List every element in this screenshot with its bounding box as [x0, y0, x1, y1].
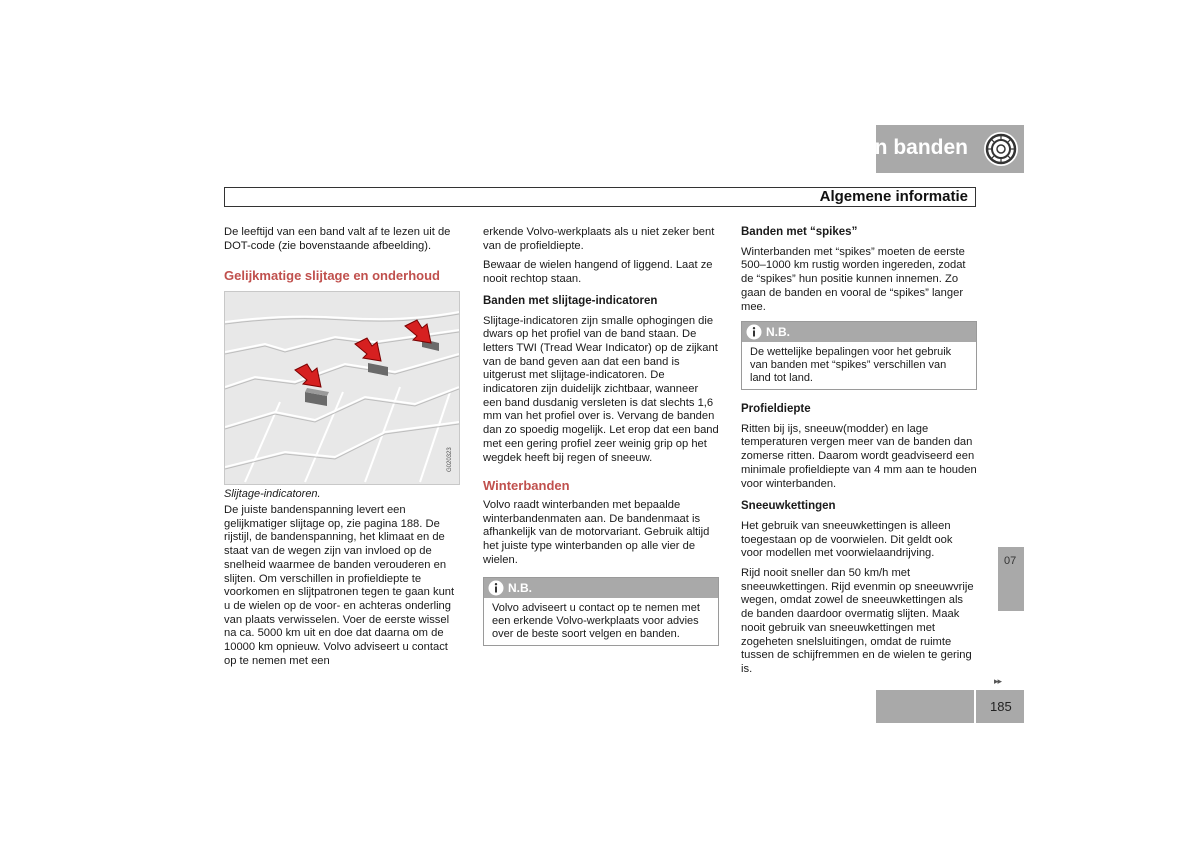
info-icon [746, 324, 762, 340]
column-2 [483, 226, 719, 573]
note-header [484, 578, 718, 598]
continued-paragraph: erkende Volvo-werkplaats als u niet zeker bent van de profieldiepte. [483, 226, 715, 252]
note-box-2 [741, 321, 977, 390]
tread-wear-figure [224, 291, 460, 485]
note-header [742, 322, 976, 342]
tread-depth-paragraph: Ritten bij ijs, sneeuw(modder) en lage temperaturen vergen meer van de banden dan zomerse ritten. Daarom wordt geadviseerd een minimale profieldiepte van 4 mm aan te houden voor winterbanden. [741, 422, 977, 490]
tire-icon [983, 131, 1019, 167]
note-text: Volvo adviseert u contact op te nemen met een erkende Volvo-werkplaats voor advies over de beste soort velgen en banden. [492, 602, 700, 640]
figure-code: G020323 [447, 447, 453, 472]
column-1 [224, 226, 460, 289]
footer-bar [876, 690, 974, 723]
section-title: Algemene informatie [819, 188, 968, 205]
note-label: N.B. [508, 581, 532, 595]
column-3-lower [741, 403, 977, 683]
figure-caption: Slijtage-indicatoren. [224, 488, 321, 500]
heading-even-wear: Gelijkmatige slijtage en onderhoud [224, 268, 440, 284]
winter-tires-paragraph: Volvo raadt winterbanden met bepaalde winterbandenmaten aan. De bandenmaat is afhankelijk van de motorvariant. Gebruik altijd het juiste type winterbanden op alle vier de wielen. [483, 498, 710, 566]
heading-snow-chains: Sneeuwkettingen [741, 500, 836, 513]
heading-winter-tires: Winterbanden [483, 478, 570, 494]
column-1-body [224, 504, 460, 674]
continue-arrow-icon: ▸▸ [994, 676, 1002, 686]
heading-tread-depth: Profieldiepte [741, 403, 811, 415]
column-3 [741, 226, 977, 320]
snow-chains-paragraph-1: Het gebruik van sneeuwkettingen is alleen toegestaan op de voorwielen. Dit geldt ook voor modellen met voorwielaandrijving. [741, 519, 953, 560]
heading-wear-indicators: Banden met slijtage-indicatoren [483, 294, 658, 307]
wear-indicators-paragraph: Slijtage-indicatoren zijn smalle ophogingen die dwars op het profiel van de band staan. De letters TWI (Tread Wear Indicator) op de zijkant van de band geven aan dat een band is uitgerust met slijtage-indicatoren. De indicatoren zijn duidelijk zichtbaar, wanneer een band dusdanig versleten is dat slechts 1,6 mm van het profiel over is. Vervang de banden dan zo spoedig mogelijk. Let erop dat een band met een gering profiel zeer weinig grip op het wegdek heeft bij regen of sneeuw. [483, 314, 719, 464]
note-text: De wettelijke bepalingen voor het gebruik van banden met “spikes” verschillen van land tot land. [750, 346, 952, 384]
chapter-side-tab-label: 07 [1004, 555, 1017, 567]
studded-tires-paragraph: Winterbanden met “spikes” moeten de eerste 500–1000 km rustig worden ingereden, zodat de “spikes” hun positie kunnen innemen. Zo gaan de banden en vooral de “spikes” langer mee. [741, 245, 966, 313]
storage-paragraph: Bewaar de wielen hangend of liggend. Laat ze nooit rechtop staan. [483, 259, 713, 286]
snow-chains-paragraph-2: Rijd nooit sneller dan 50 km/h met sneeuwkettingen. Rijd evenmin op sneeuwvrije wegen, omdat zowel de sneeuwkettingen als de banden daardoor overmatig slijten. Maak nooit gebruik van sneeuwkettingen met zogeheten snelsluitingen, omdat de ruimte tussen de schijfremmen en de wielen te gering is. [741, 567, 974, 675]
wear-paragraph: De juiste bandenspanning levert een gelijkmatiger slijtage op, zie pagina 188. De rijstijl, de bandenspanning, het klimaat en de staat van de wegen zijn van invloed op de snelheid waarmee de banden verouderen en slijten. Om verschillen in profieldiepte te voorkomen en slijtpatronen tegen te gaan kunt u de wielen op de voor- en achteras onderling van plaats verwisselen. Voer de eerste wissel na ca. 5000 km uit en doe dat daarna om de 10000 km opnieuw. Volvo adviseert u contact op te nemen met een [224, 504, 455, 667]
heading-studded-tires: Banden met “spikes” [741, 226, 858, 238]
note-label: N.B. [766, 325, 790, 339]
intro-paragraph: De leeftijd van een band valt af te lezen uit de DOT-code (zie bovenstaande afbeelding). [224, 226, 451, 252]
note-box-1 [483, 577, 719, 646]
info-icon [488, 580, 504, 596]
chapter-title: 07 Wielen en banden [760, 136, 968, 159]
page-number: 185 [990, 699, 1012, 714]
